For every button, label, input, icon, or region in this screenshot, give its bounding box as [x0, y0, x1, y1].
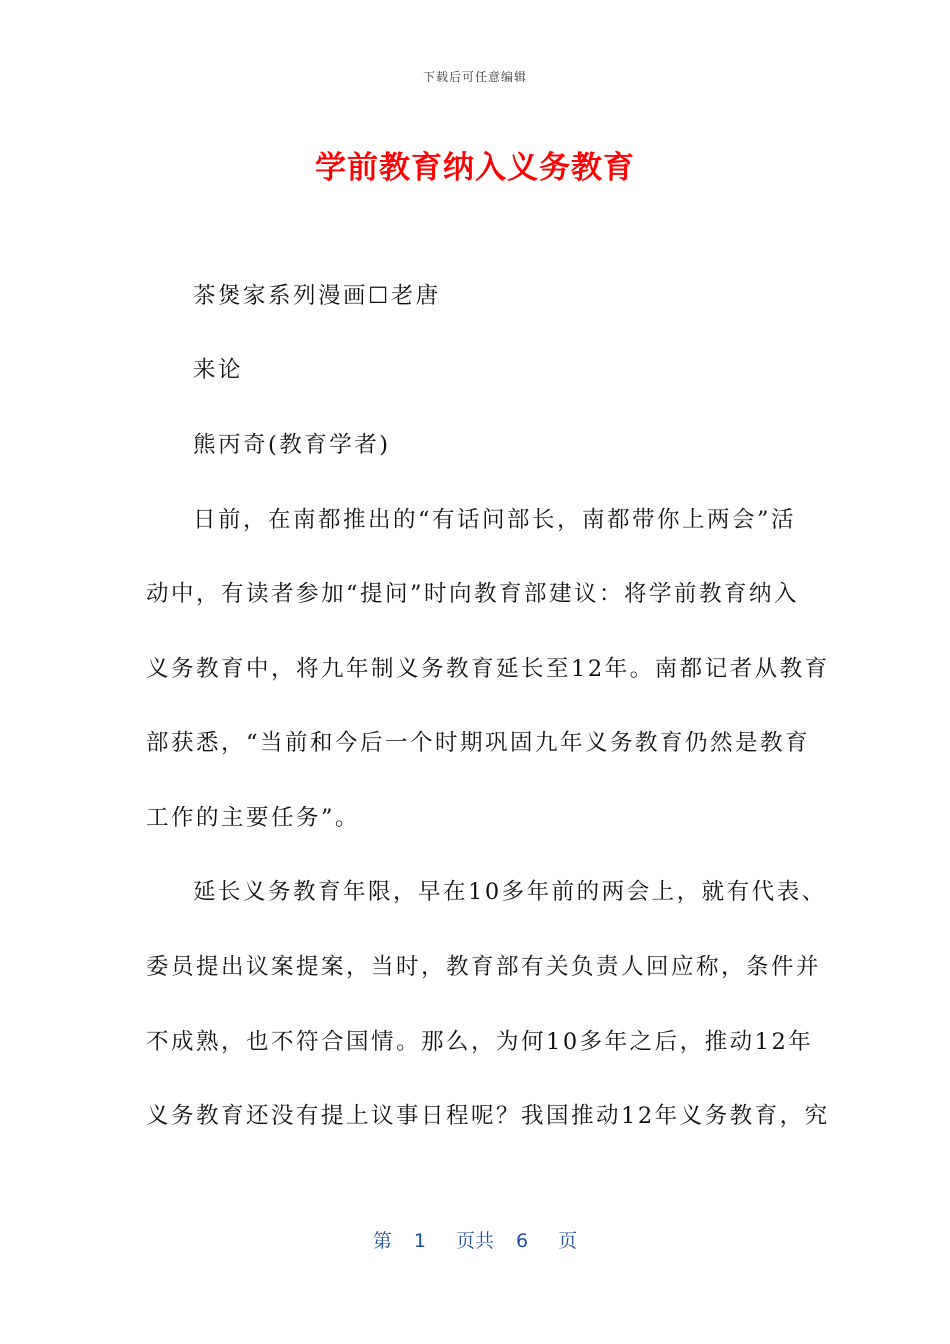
paragraph-line: 来论 — [193, 357, 244, 383]
paragraph-line: 委员提出议案提案，当时，教育部有关负责人回应称，条件并 — [146, 954, 822, 980]
footer-page-suffix: 页 — [558, 1230, 578, 1252]
paragraph-line: 延长义务教育年限，早在10多年前的两会上，就有代表、 — [193, 879, 827, 905]
paragraph-line: 义务教育还没有提上议事日程呢？我国推动12年义务教育，究 — [146, 1103, 830, 1129]
footer-page-prefix: 第 — [372, 1230, 392, 1252]
paragraph-line: 不成熟，也不符合国情。那么，为何10多年之后，推动12年 — [146, 1029, 814, 1055]
paragraph-line: 茶煲家系列漫画☐老唐 — [193, 283, 441, 309]
document-title: 学前教育纳入义务教育 — [315, 150, 635, 186]
footer-page-total: 6 — [516, 1230, 529, 1252]
paragraph-line: 义务教育中，将九年制义务教育延长至12年。南都记者从教育 — [146, 656, 830, 682]
paragraph-line: 熊丙奇(教育学者) — [193, 432, 391, 458]
paragraph-line: 部获悉，“当前和今后一个时期巩固九年义务教育仍然是教育 — [146, 730, 811, 756]
paragraph-line: 日前，在南都推出的“有话问部长，南都带你上两会”活 — [193, 507, 797, 533]
page-footer — [0, 1226, 950, 1253]
header-note: 下载后可任意编辑 — [422, 70, 527, 84]
paragraph-line: 动中，有读者参加“提问”时向教育部建议：将学前教育纳入 — [146, 581, 800, 607]
paragraph-line: 工作的主要任务”。 — [146, 805, 361, 831]
footer-page-mid: 页共 — [455, 1230, 494, 1252]
footer-page-number: 1 — [413, 1230, 426, 1252]
